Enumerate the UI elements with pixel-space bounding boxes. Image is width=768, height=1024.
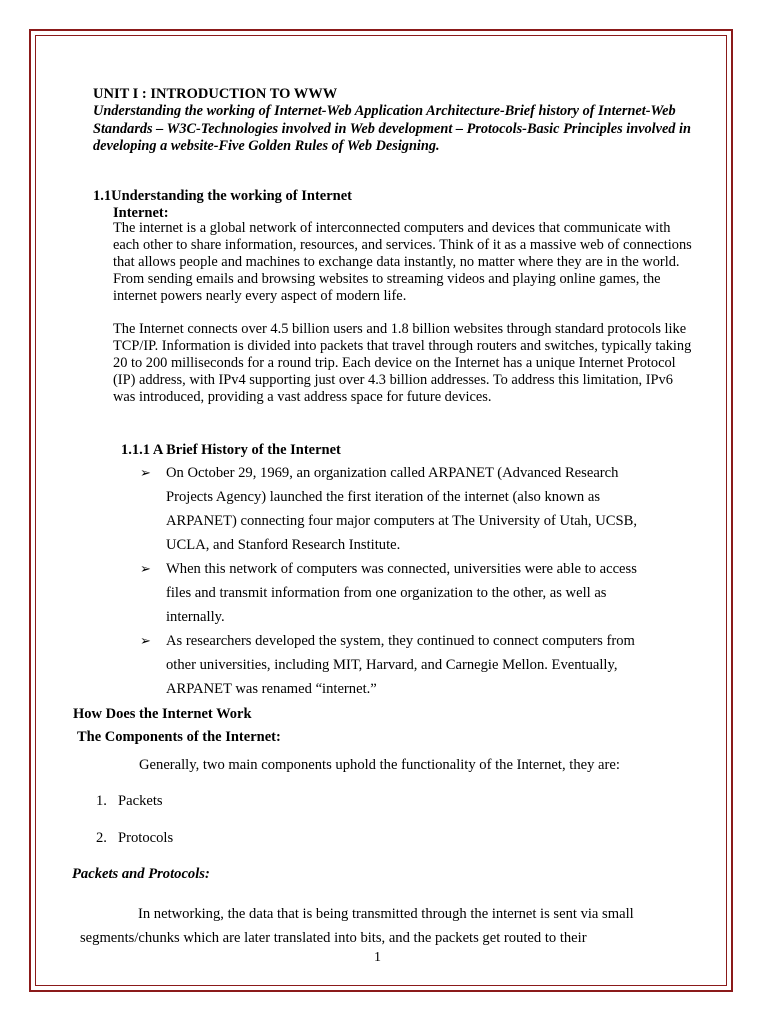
unit-subtitle: Understanding the working of Internet-Web Application Architecture-Brief history of Internet-Web Standards – W3C-Technologies involved in Web development – Protocols-Basic Principles involved in developing a website-Five Golden Rules of Web Designing. (93, 103, 691, 154)
list-item (96, 793, 163, 810)
bullet-text: On October 29, 1969, an organization called ARPANET (Advanced Research Projects Agency) launched the first iteration of the internet (also known as ARPANET) connecting four major computers at The University of Utah, UCSB, UCLA, and Stanford Research Institute. (166, 465, 637, 553)
list-item (140, 629, 660, 701)
arrow-bullet-icon: ➢ (140, 561, 151, 576)
unit-title: UNIT I : INTRODUCTION TO WWW (93, 86, 338, 102)
section-title: Understanding the working of Internet (111, 188, 352, 204)
how-internet-works-heading: How Does the Internet Work (73, 706, 252, 722)
history-heading: 1.1.1 A Brief History of the Internet (121, 442, 341, 458)
internet-paragraph-1: The internet is a global network of interconnected computers and devices that communicate with each other to share information, resources, and services. Think of it as a massive web of connections that allows people and machines to exchange data instantly, no matter where they are in the world. From sending emails and browsing websites to streaming videos and playing online games, the internet powers nearly every aspect of modern life. (113, 220, 692, 304)
arrow-bullet-icon: ➢ (140, 633, 151, 648)
list-item (140, 557, 660, 629)
components-intro: Generally, two main components uphold the functionality of the Internet, they are: (139, 757, 620, 773)
list-label: Packets (118, 793, 163, 809)
list-number: 1. (96, 793, 107, 809)
arrow-bullet-icon: ➢ (140, 465, 151, 480)
history-bullet-list (140, 461, 660, 701)
internet-subheading: Internet: (113, 205, 169, 221)
bullet-text: As researchers developed the system, they continued to connect computers from other universities, including MIT, Harvard, and Carnegie Mellon. Eventually, ARPANET was renamed “internet.” (166, 633, 635, 697)
internet-paragraph-2: The Internet connects over 4.5 billion users and 1.8 billion websites through standard protocols like TCP/IP. Information is divided into packets that travel through routers and switches, typically taking 20 to 200 milliseconds for a round trip. Each device on the Internet has a unique Internet Protocol (IP) address, with IPv4 supporting just over 4.3 billion addresses. To address this limitation, IPv6 was introduced, providing a vast address space for future devices. (113, 321, 692, 405)
list-number: 2. (96, 830, 107, 846)
packets-protocols-heading: Packets and Protocols: (72, 866, 210, 882)
section-number: 1.1 (93, 188, 112, 204)
bullet-text: When this network of computers was connected, universities were able to access files and transmit information from one organization to the other, as well as internally. (166, 561, 637, 625)
components-heading: The Components of the Internet: (77, 729, 281, 745)
list-label: Protocols (118, 830, 174, 846)
list-item (140, 461, 660, 557)
page-number: 1 (374, 950, 381, 965)
networking-paragraph: In networking, the data that is being transmitted through the internet is sent via small segments/chunks which are later translated into bits, and the packets get routed to their (80, 906, 634, 946)
list-item (96, 830, 173, 847)
section-heading (93, 188, 352, 205)
